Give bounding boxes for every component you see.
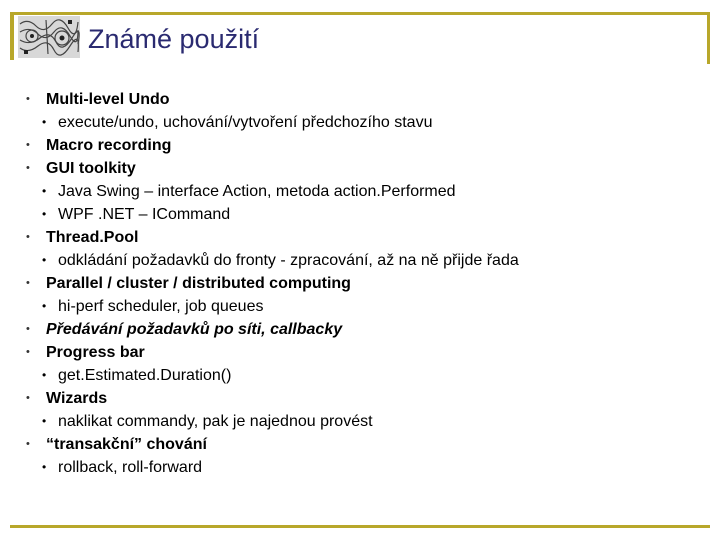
list-item-row: [22, 341, 702, 364]
sub-item: [42, 295, 702, 318]
bullet-icon: •: [26, 231, 30, 243]
page-title: Známé použití: [88, 24, 260, 54]
list-item-row: [22, 318, 702, 341]
sub-bullet-icon: •: [42, 115, 47, 129]
sub-item-label: WPF .NET – ICommand: [58, 206, 231, 223]
sub-item-label: execute/undo, uchování/vytvoření předchozího stavu: [58, 114, 433, 131]
list-item-row: [22, 272, 702, 295]
sub-bullet-icon: •: [42, 299, 47, 313]
bullet-icon: •: [26, 277, 30, 289]
logo-icon: [18, 16, 80, 58]
list-item-row: [22, 433, 702, 456]
list-item-row: [22, 88, 702, 111]
frame-top-line: [10, 12, 710, 15]
list-item-label: Macro recording: [46, 137, 172, 154]
bullet-icon: •: [26, 392, 30, 404]
list-item-label: Wizards: [46, 390, 108, 407]
sub-bullet-icon: •: [42, 184, 47, 198]
sub-item-label: get.Estimated.Duration(): [58, 367, 232, 384]
list-item-label: Progress bar: [46, 344, 145, 361]
sub-item: [42, 111, 702, 134]
sub-item-label: rollback, roll-forward: [58, 459, 203, 476]
frame-bottom-line: [10, 525, 710, 528]
sub-item-label: Java Swing – interface Action, metoda action.Performed: [58, 183, 456, 200]
list-item-row: [22, 157, 702, 180]
frame-left-line: [10, 12, 14, 60]
sub-bullet-icon: •: [42, 414, 47, 428]
bullet-icon: •: [26, 438, 30, 450]
list-item: [22, 88, 702, 134]
list-item-label: Parallel / cluster / distributed computing: [46, 275, 351, 292]
sub-item: [42, 180, 702, 203]
sub-item: [42, 203, 702, 226]
list-item-row: [22, 226, 702, 249]
list-item-label: Multi-level Undo: [46, 91, 170, 108]
bullet-icon: •: [26, 162, 30, 174]
sub-item: [42, 364, 702, 387]
list-item: [22, 157, 702, 226]
list-item: [22, 226, 702, 272]
frame-right-line: [707, 12, 710, 64]
sub-item: [42, 249, 702, 272]
bullet-icon: •: [26, 93, 30, 105]
list-item-label: Předávání požadavků po síti, callbacky: [46, 321, 343, 338]
list-item-row: [22, 134, 702, 157]
sub-item-label: odkládání požadavků do fronty - zpracování, až na ně přijde řada: [58, 252, 519, 269]
list-item-row: [22, 387, 702, 410]
list-item: [22, 341, 702, 387]
sub-item: [42, 456, 702, 479]
bullet-icon: •: [26, 346, 30, 358]
list-item: [22, 387, 702, 433]
sub-bullet-icon: •: [42, 368, 47, 382]
list-item-label: “transakční” chování: [46, 436, 207, 453]
list-item: [22, 272, 702, 318]
list-item: [22, 134, 702, 157]
sub-bullet-icon: •: [42, 460, 47, 474]
sub-item: [42, 410, 702, 433]
bullet-icon: •: [26, 323, 30, 335]
sub-item-label: naklikat commandy, pak je najednou provést: [58, 413, 373, 430]
list-item: [22, 318, 702, 341]
bullet-icon: •: [26, 139, 30, 151]
bullet-list: [22, 88, 702, 479]
list-item-label: GUI toolkity: [46, 160, 136, 177]
sub-item-label: hi-perf scheduler, job queues: [58, 298, 264, 315]
list-item-label: Thread.Pool: [46, 229, 139, 246]
sub-bullet-icon: •: [42, 253, 47, 267]
sub-bullet-icon: •: [42, 207, 47, 221]
list-item: [22, 433, 702, 479]
